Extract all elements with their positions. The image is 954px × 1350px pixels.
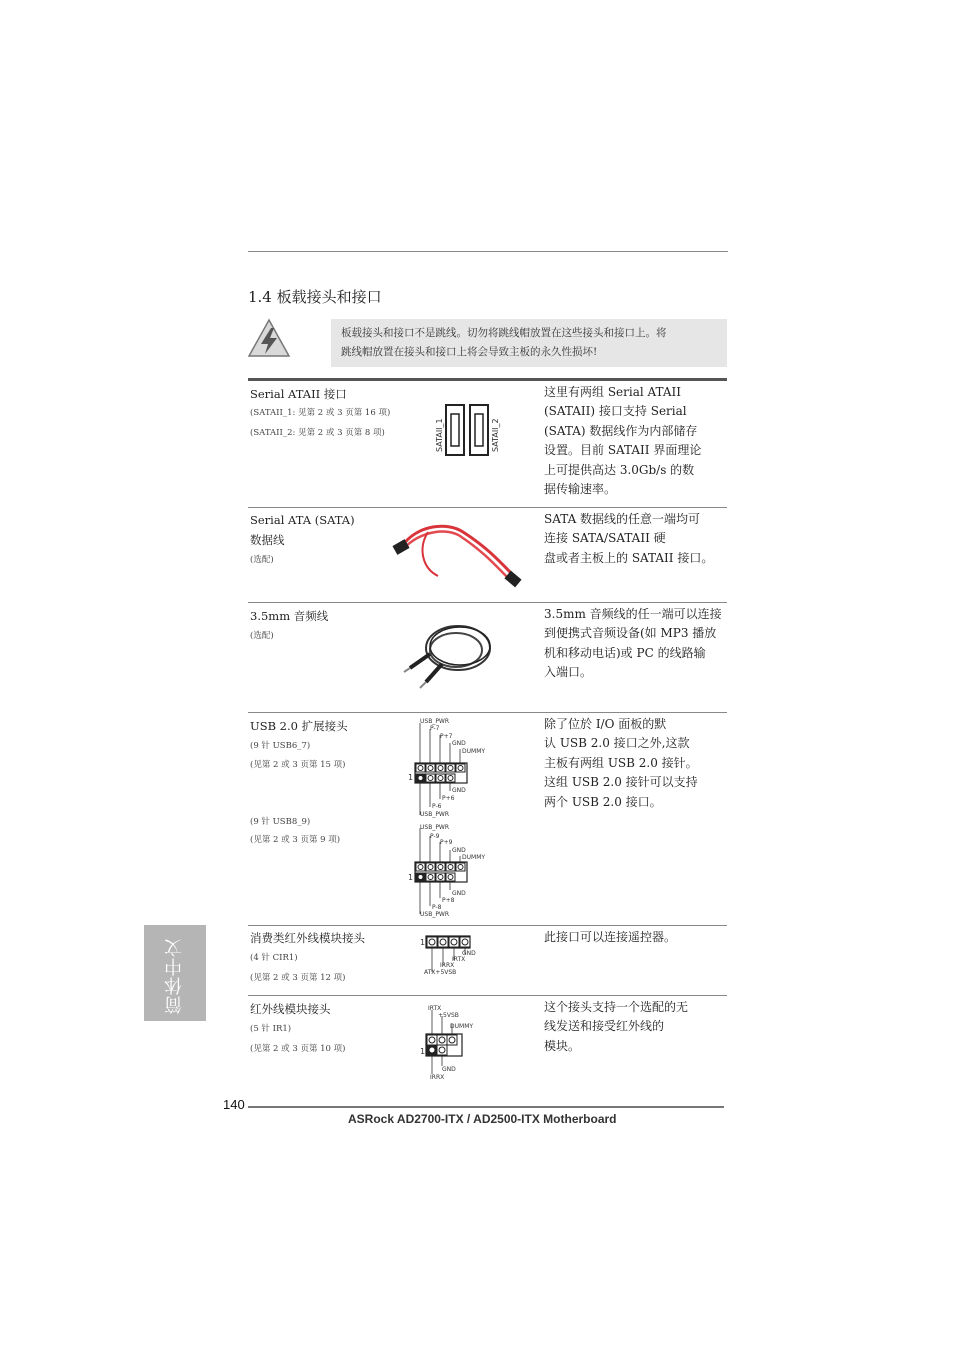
sata-cable-desc-line: SATA 数据线的任意一端均可	[544, 512, 701, 526]
usb8-9-pin-diagram	[406, 820, 494, 920]
svg-text:USB_PWR: USB_PWR	[420, 911, 450, 918]
note-text	[341, 324, 721, 362]
svg-text:GND: GND	[452, 740, 466, 747]
usb-sub-1b: (见第 2 或 3 页第 15 项)	[250, 760, 346, 770]
svg-text:1: 1	[420, 938, 426, 947]
sataii-connector-diagram	[430, 402, 504, 458]
svg-text:USB_PWR: USB_PWR	[420, 824, 450, 831]
table-top-rule	[248, 378, 727, 381]
usb-label: USB 2.0 扩展接头	[250, 719, 348, 733]
sataii-desc-line: 上可提供高达 3.0Gb/s 的数	[544, 462, 695, 477]
note-line-1: 板载接头和接口不是跳线。切勿将跳线帽放置在这些接头和接口上。将	[341, 327, 667, 339]
sataii-sub-1: (SATAII_1: 见第 2 或 3 页第 16 项)	[250, 408, 391, 418]
sata-cable-label-1: Serial ATA (SATA)	[250, 513, 355, 527]
usb-desc-line: 主板有两组 USB 2.0 接针。	[544, 755, 698, 770]
svg-text:GND: GND	[452, 787, 466, 794]
ir-sub-2: (见第 2 或 3 页第 10 项)	[250, 1044, 346, 1054]
usb-desc-line: 这组 USB 2.0 接针可以支持	[544, 775, 698, 790]
sataii-desc-line: 这里有两组 Serial ATAII	[544, 385, 682, 399]
sata-cable-image	[388, 518, 530, 592]
sata-cable-label-2: 数据线	[250, 533, 285, 547]
svg-text:GND: GND	[452, 847, 466, 854]
sataii-1-label: SATAII_1	[435, 418, 444, 452]
svg-text:DUMMY: DUMMY	[462, 748, 486, 755]
svg-text:P+8: P+8	[442, 897, 455, 904]
section-title: 1.4 板载接头和接口	[248, 288, 382, 306]
audio-cable-desc-line: 入端口。	[544, 665, 593, 680]
svg-text:P+6: P+6	[442, 795, 455, 802]
sataii-desc-line: (SATA) 数据线作为内部储存	[544, 423, 698, 438]
usb-desc-line: 除了位於 I/O 面板的默	[544, 717, 667, 731]
ir-sub-1: (5 针 IR1)	[250, 1024, 292, 1034]
sataii-desc-line: 据传输速率。	[544, 482, 617, 497]
ir-description	[544, 998, 728, 1056]
sata-cable-sub: (选配)	[250, 555, 274, 565]
ir-desc-line: 线发送和接受红外线的	[544, 1019, 665, 1034]
usb-desc-line: 两个 USB 2.0 接口。	[544, 794, 662, 809]
usb6-7-pin-diagram	[406, 715, 494, 819]
svg-text:DUMMY: DUMMY	[462, 854, 486, 861]
top-rule	[248, 251, 728, 252]
svg-text:IRTX: IRTX	[428, 1005, 442, 1012]
svg-text:P+7: P+7	[440, 733, 453, 740]
sataii-desc-line: (SATAII) 接口支持 Serial	[544, 404, 687, 419]
svg-text:DUMMY: DUMMY	[450, 1023, 474, 1030]
row-divider	[248, 925, 727, 926]
sataii-desc-line: 设置。目前 SATAII 界面理论	[544, 443, 702, 458]
ir-desc-line: 这个接头支持一个选配的无	[544, 1000, 689, 1014]
svg-text:USB_PWR: USB_PWR	[420, 811, 450, 818]
audio-cable-desc-line: 机和移动电话)或 PC 的线路输	[544, 645, 706, 660]
cir-label: 消费类红外线模块接头	[250, 931, 365, 945]
svg-text:GND: GND	[452, 890, 466, 897]
svg-text:IRTX: IRTX	[452, 956, 466, 963]
sata-cable-desc-line: 盘或者主板上的 SATAII 接口。	[544, 550, 714, 565]
cir-sub-2: (见第 2 或 3 页第 12 项)	[250, 973, 346, 983]
row-divider	[248, 507, 727, 508]
sataii-2-label: SATAII_2	[491, 418, 500, 452]
note-line-2: 跳线帽放置在接头和接口上将会导致主板的永久性损坏!	[341, 346, 598, 358]
footer-title: ASRock AD2700-ITX / AD2500-ITX Motherboard	[348, 1112, 617, 1126]
language-side-label: 简体中文	[164, 938, 185, 1014]
svg-text:1: 1	[420, 1047, 426, 1056]
usb-sub-2b: (见第 2 或 3 页第 9 项)	[250, 835, 341, 845]
svg-text:P+9: P+9	[440, 839, 453, 846]
usb-sub-1a: (9 针 USB6_7)	[250, 741, 311, 751]
cir-description	[544, 928, 728, 947]
svg-text:1: 1	[408, 873, 414, 882]
cir-desc-line: 此接口可以连接遥控器。	[544, 930, 677, 944]
svg-text:GND: GND	[442, 1066, 456, 1073]
sataii-label: Serial ATAII 接口	[250, 387, 347, 401]
audio-cable-image	[398, 612, 498, 692]
ir-pin-diagram	[420, 1002, 486, 1082]
svg-text:P-8: P-8	[432, 904, 442, 911]
audio-cable-desc-line: 3.5mm 音频线的任一端可以连接	[544, 607, 722, 621]
svg-text:GND: GND	[462, 950, 476, 957]
audio-cable-description	[544, 605, 728, 683]
cir-pin-diagram	[418, 932, 488, 978]
ir-desc-line: 模块。	[544, 1038, 581, 1053]
sataii-description	[544, 383, 728, 499]
svg-text:P-9: P-9	[430, 833, 440, 840]
page-number: 140	[223, 1097, 245, 1112]
usb-description	[544, 715, 728, 812]
audio-cable-desc-line: 到便携式音频设备(如 MP3 播放	[544, 626, 717, 641]
ir-label: 红外线模块接头	[250, 1002, 331, 1016]
svg-text:ATX+5VSB: ATX+5VSB	[424, 969, 457, 976]
sataii-sub-2: (SATAII_2: 见第 2 或 3 页第 8 项)	[250, 428, 385, 438]
audio-cable-sub: (选配)	[250, 631, 274, 641]
row-divider	[248, 602, 727, 603]
svg-text:P-7: P-7	[430, 725, 440, 732]
row-divider	[248, 995, 727, 996]
sata-cable-desc-line: 连接 SATA/SATAII 硬	[544, 531, 666, 546]
svg-text:P-6: P-6	[432, 803, 442, 810]
svg-text:USB_PWR: USB_PWR	[420, 718, 450, 725]
svg-text:+5VSB: +5VSB	[438, 1012, 459, 1019]
svg-text:IRRX: IRRX	[430, 1074, 445, 1081]
sata-cable-description	[544, 510, 728, 568]
cir-sub-1: (4 针 CIR1)	[250, 953, 298, 963]
svg-text:IRRX: IRRX	[440, 962, 455, 969]
row-divider	[248, 712, 727, 713]
usb-sub-2a: (9 针 USB8_9)	[250, 817, 311, 827]
warning-icon	[247, 318, 291, 358]
svg-text:1: 1	[408, 773, 414, 782]
usb-desc-line: 认 USB 2.0 接口之外,这款	[544, 736, 690, 751]
footer-rule	[248, 1106, 724, 1108]
audio-cable-label: 3.5mm 音频线	[250, 609, 329, 623]
